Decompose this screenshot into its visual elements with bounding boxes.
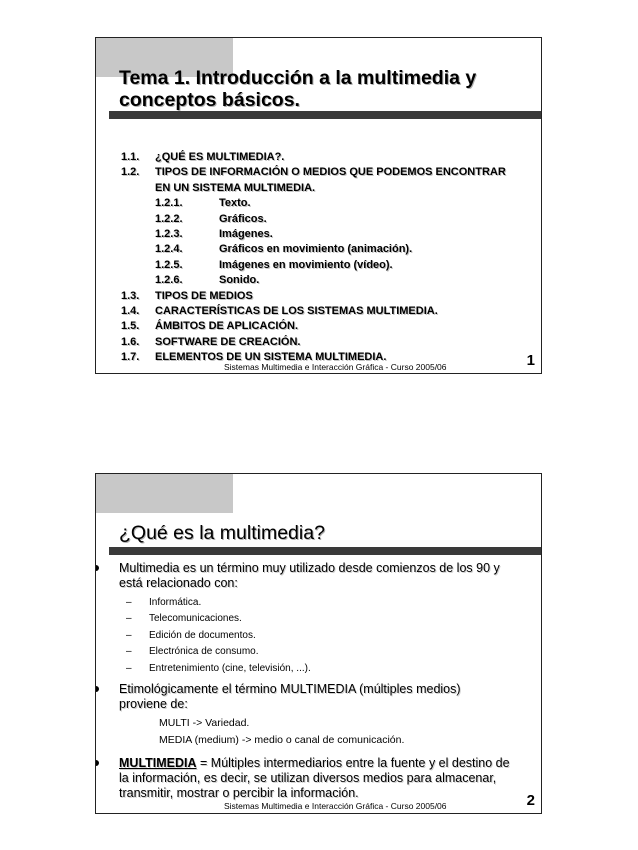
page-number: 1 bbox=[526, 352, 535, 369]
title-underline-bar bbox=[109, 111, 542, 119]
bullet-item: Etimológicamente el término MULTIMEDIA (múltiples medios) proviene de: bbox=[96, 682, 542, 712]
toc-item: 1.2.5. Imágenes en movimiento (vídeo). bbox=[155, 258, 393, 271]
toc-item: 1.5. ÁMBITOS DE APLICACIÓN. bbox=[121, 320, 299, 333]
toc-item: 1.6. SOFTWARE DE CREACIÓN. bbox=[121, 335, 301, 348]
sub-list-item: – Informática. bbox=[126, 597, 202, 608]
slide-decoration bbox=[96, 474, 233, 513]
toc-item: 1.1. ¿QUÉ ES MULTIMEDIA?. bbox=[121, 151, 285, 163]
sub-list-item: – Electrónica de consumo. bbox=[126, 646, 259, 658]
slide-title: ¿Qué es la multimedia? bbox=[119, 522, 325, 544]
bullet-icon bbox=[95, 760, 99, 766]
etymology-line: MULTI -> Variedad. bbox=[159, 717, 250, 729]
bullet-item: MULTIMEDIA = Múltiples intermediarios entre la fuente y el destino de la información, es decir, se utilizan diversos medios para almacenar, transmitir, mostrar o percibir la información. bbox=[96, 756, 542, 801]
toc-item: 1.2. TIPOS DE INFORMACIÓN O MEDIOS QUE PODEMOS ENCONTRAR bbox=[121, 166, 506, 179]
bullet-icon bbox=[95, 565, 99, 571]
sub-list-item: – Entretenimiento (cine, televisión, ...). bbox=[126, 662, 311, 674]
slide-2 bbox=[95, 473, 542, 814]
bullet-icon bbox=[95, 686, 99, 692]
bullet-block-3 bbox=[96, 756, 542, 801]
sub-list-item: – Telecomunicaciones. bbox=[126, 613, 242, 625]
slide-title: Tema 1. Introducción a la multimedia y conceptos básicos. bbox=[119, 67, 477, 111]
bullet-item: Multimedia es un término muy utilizado desde comienzos de los 90 y está relacionado con: bbox=[96, 561, 542, 591]
toc-item: 1.2.3. Imágenes. bbox=[155, 227, 273, 240]
toc-item: EN UN SISTEMA MULTIMEDIA. bbox=[155, 181, 316, 194]
toc-item: 1.2.1. Texto. bbox=[155, 197, 251, 210]
toc-item: 1.3. TIPOS DE MEDIOS bbox=[121, 289, 253, 302]
toc-item: 1.2.6. Sonido. bbox=[155, 274, 260, 287]
bullet-block-1 bbox=[96, 561, 542, 677]
etymology-line: MEDIA (medium) -> medio o canal de comunicación. bbox=[159, 734, 405, 746]
sub-list-item: – Edición de documentos. bbox=[126, 629, 256, 641]
toc-item: 1.4. CARACTERÍSTICAS DE LOS SISTEMAS MULTIMEDIA. bbox=[121, 304, 438, 317]
page-number: 2 bbox=[526, 792, 535, 809]
title-underline-bar bbox=[109, 547, 542, 555]
toc-item: 1.2.2. Gráficos. bbox=[155, 212, 267, 225]
slide-1 bbox=[95, 37, 542, 374]
table-of-contents bbox=[121, 150, 531, 365]
toc-item: 1.2.4. Gráficos en movimiento (animación). bbox=[155, 243, 413, 256]
toc-item: 1.7. ELEMENTOS DE UN SISTEMA MULTIMEDIA. bbox=[121, 351, 387, 364]
slide-footer: Sistemas Multimedia e Interacción Gráfica - Curso 2005/06 bbox=[224, 801, 447, 811]
bullet-block-2 bbox=[96, 682, 542, 749]
slide-footer: Sistemas Multimedia e Interacción Gráfica - Curso 2005/06 bbox=[224, 362, 447, 372]
